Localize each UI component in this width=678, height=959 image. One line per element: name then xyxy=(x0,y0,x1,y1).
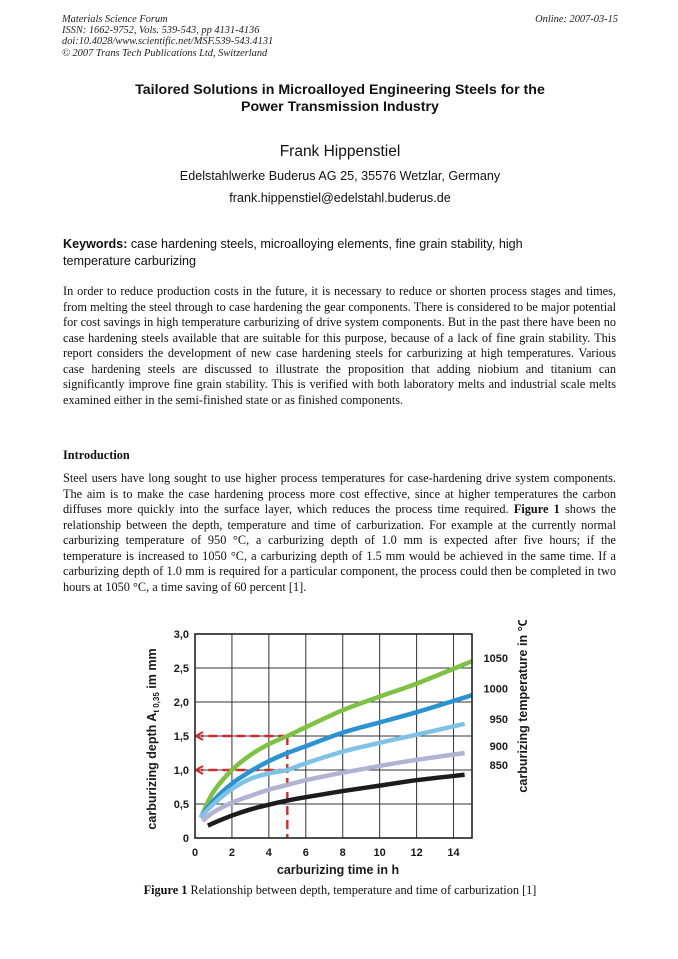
journal-issn: ISSN: 1662-9752, Vols. 539-543, pp 4131-4136 xyxy=(62,25,260,37)
journal-name: Materials Science Forum xyxy=(62,14,168,25)
keywords xyxy=(63,236,583,270)
author-email[interactable]: frank.hippenstiel@edelstahl.buderus.de xyxy=(229,191,451,205)
temperature-label-850: 850 xyxy=(489,760,508,773)
figure-reference: Figure 1 xyxy=(513,502,560,516)
x-tick-label: 10 xyxy=(373,847,386,859)
x-tick-label: 12 xyxy=(410,847,423,859)
keywords-text: case hardening steels, microalloying elements, fine grain stability, high temperature carburizing xyxy=(63,237,523,268)
chart-svg xyxy=(130,620,550,880)
author-name: Frank Hippenstiel xyxy=(279,143,401,160)
figure-caption xyxy=(60,883,620,898)
temperature-label-950: 950 xyxy=(489,714,508,726)
journal-doi: doi:10.4028/www.scientific.net/MSF.539-543.4131 xyxy=(62,36,274,48)
figure-1-chart xyxy=(130,620,550,885)
x-axis-label: carburizing time in h xyxy=(276,863,400,877)
x-tick-label: 14 xyxy=(447,847,460,859)
x-tick-label: 2 xyxy=(228,847,235,859)
x-tick-label: 0 xyxy=(191,847,199,859)
title-line-2: Power Transmission Industry xyxy=(241,99,439,115)
journal-header xyxy=(62,14,273,59)
journal-copyright: © 2007 Trans Tech Publications Ltd, Switzerland xyxy=(62,47,268,59)
x-tick-label: 6 xyxy=(302,847,309,859)
x-tick-label: 8 xyxy=(339,847,346,859)
secondary-y-axis-label: carburizing temperature in °C xyxy=(516,620,530,793)
y-tick-label: 0,5 xyxy=(173,799,189,811)
temperature-label-1050: 1050 xyxy=(483,652,508,665)
keywords-label: Keywords: xyxy=(63,237,128,251)
paper-title xyxy=(60,82,620,116)
intro-text-1: Steel users have long sought to use higher process temperatures for case-hardening drive system components. The aim is to make the case hardening process more cost effective, since at higher temperatures the carbon diffuses more quickly into the surface layer, which reduces the process time required. xyxy=(63,471,616,516)
x-tick-label: 4 xyxy=(265,847,272,859)
y-axis-label: carburizing depth $A_{t 0,35}$ im mm xyxy=(145,648,161,830)
title-line-1: Tailored Solutions in Microalloyed Engineering Steels for the xyxy=(135,82,545,98)
introduction-paragraph xyxy=(63,471,616,595)
author-affiliation: Edelstahlwerke Buderus AG 25, 35576 Wetzlar, Germany xyxy=(179,169,501,183)
temperature-label-900: 900 xyxy=(489,741,508,754)
intro-text-2: shows the relationship between the depth, temperature and time of carburization. For example at the currently normal carburizing temperature of 950 °C, a carburizing depth of 1.0 mm is expected after five hours; if the temperature is increased to 1050 °C, a carburizing depth of 1.5 mm would be achieved in the same time. If a carburizing depth of 1.0 mm is required for a particular component, the process could then be completed in two hours at 1050 °C, a time saving of 60 percent [1]. xyxy=(63,502,616,594)
caption-label: Figure 1 xyxy=(143,883,188,897)
temperature-labels xyxy=(484,653,508,772)
y-tick-label: 3,0 xyxy=(173,629,189,641)
temperature-label-1000: 1000 xyxy=(483,683,508,696)
y-tick-label: 2,0 xyxy=(173,697,189,709)
y-tick-label: 2,5 xyxy=(173,663,189,675)
y-tick-label: 1,5 xyxy=(173,731,189,743)
section-heading-introduction: Introduction xyxy=(63,448,130,462)
caption-text: Relationship between depth, temperature and time of carburization [1] xyxy=(187,883,537,897)
abstract: In order to reduce production costs in the future, it is necessary to reduce or shorten process stages and times, from melting the steel through to case hardening the gear components. There is considered to be major potential for cost savings in high temperature carburizing of drive system components. But in the past there have been no case hardening steels available that are suitable for this purpose, because of a lack of fine grain stability. This report considers the development of new case hardening steels for carburizing at high temperatures. Various case hardening steels are discussed to illustrate the proposition that adding niobium and titanium can significantly improve fine grain stability. This is verified with both laboratory melts and industrial scale melts examined either in the semi-finished state or as finished components. xyxy=(63,284,616,407)
online-date: Online: 2007-03-15 xyxy=(535,14,618,25)
y-tick-label: 0 xyxy=(182,833,189,845)
y-tick-label: 1,0 xyxy=(173,765,189,777)
